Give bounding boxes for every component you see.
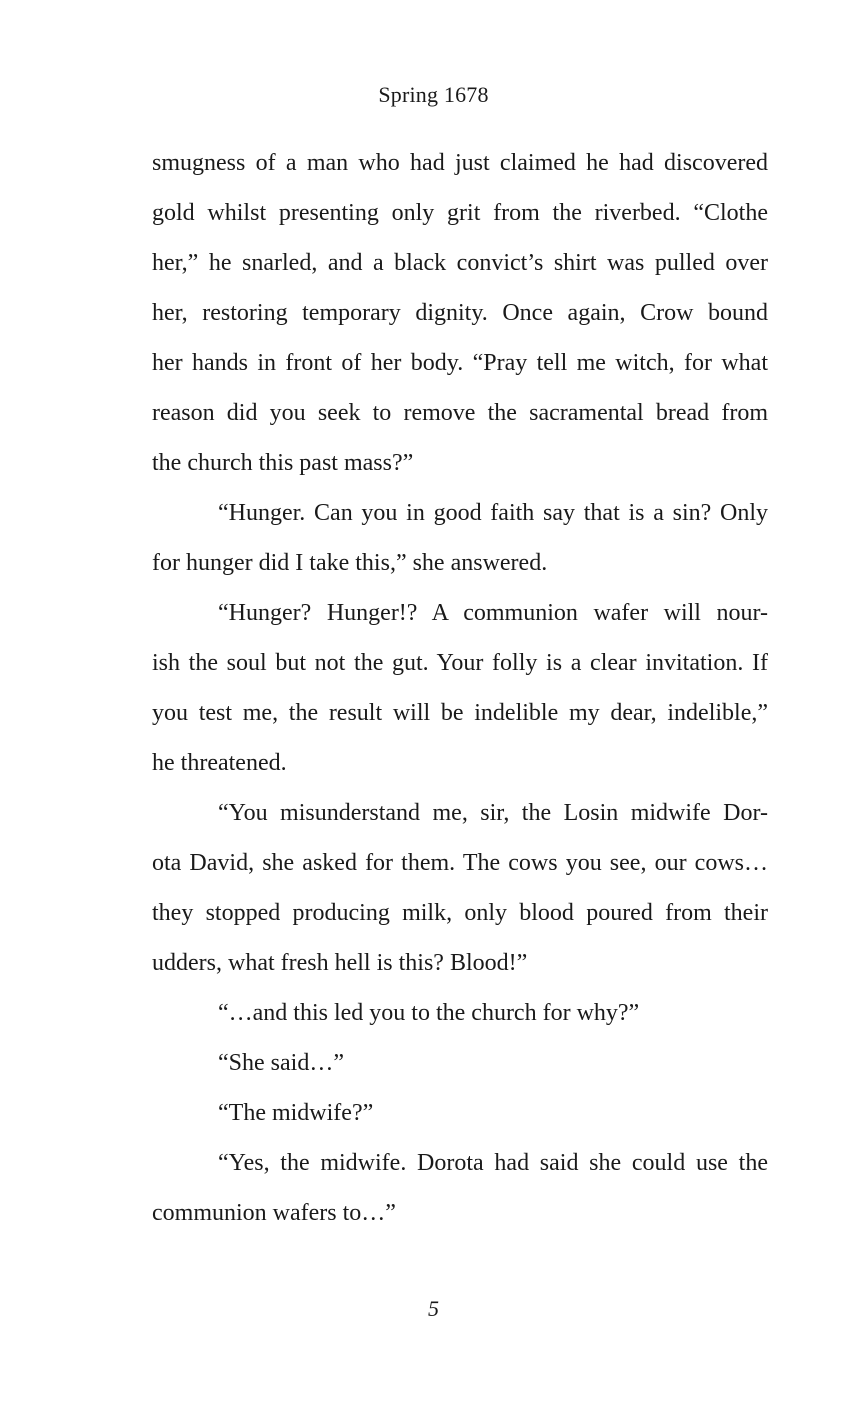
text-line: smugness of a man who had just claimed he had discovered: [152, 150, 768, 176]
text-line: reason did you seek to remove the sacramental bread from: [152, 400, 768, 426]
text-line: her hands in front of her body. “Pray tell me witch, for what: [152, 350, 768, 376]
text-line: her, restoring temporary dignity. Once again, Crow bound: [152, 300, 768, 326]
body-text: [152, 138, 768, 1238]
text-line: “Yes, the midwife. Dorota had said she could use the: [218, 1150, 768, 1176]
text-line: “She said…”: [218, 1050, 344, 1076]
text-line: he threatened.: [152, 750, 287, 776]
text-line: gold whilst presenting only grit from the riverbed. “Clothe: [152, 200, 768, 226]
text-line: “Hunger? Hunger!? A communion wafer will nour-: [218, 600, 768, 626]
text-line: “Hunger. Can you in good faith say that is a sin? Only: [218, 500, 768, 526]
text-line: for hunger did I take this,” she answered.: [152, 550, 548, 576]
text-line: they stopped producing milk, only blood poured from their: [152, 900, 768, 926]
text-line: communion wafers to…”: [152, 1200, 396, 1226]
text-line: “You misunderstand me, sir, the Losin midwife Dor-: [218, 800, 768, 826]
text-line: ish the soul but not the gut. Your folly is a clear invitation. If: [152, 650, 768, 676]
text-line: “The midwife?”: [218, 1100, 374, 1126]
text-line: the church this past mass?”: [152, 450, 414, 476]
text-line: you test me, the result will be indelible my dear, indelible,”: [152, 700, 768, 726]
text-line: her,” he snarled, and a black convict’s shirt was pulled over: [152, 250, 768, 276]
page-number: 5: [428, 1296, 439, 1321]
text-line: ota David, she asked for them. The cows you see, our cows…: [152, 850, 768, 876]
running-head: Spring 1678: [378, 82, 489, 107]
text-line: udders, what fresh hell is this? Blood!”: [152, 950, 528, 976]
text-line: “…and this led you to the church for why?”: [218, 1000, 640, 1026]
